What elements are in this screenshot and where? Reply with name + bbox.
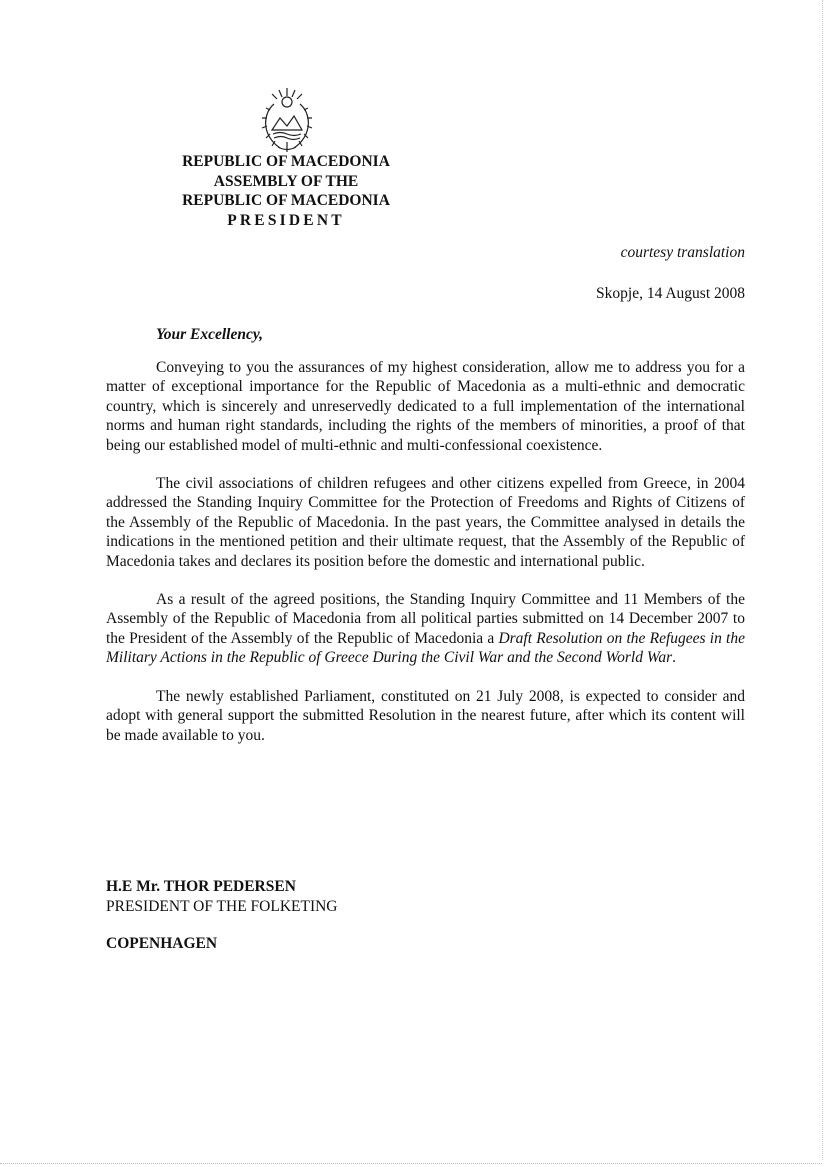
salutation: Your Excellency, <box>156 326 264 343</box>
resolution-title: Draft Resolution on the Refugees in the Military Actions in the Republic of Greece During the Civil War and the Second World War <box>106 629 745 667</box>
scan-edge-right <box>821 0 823 1160</box>
paragraph-1: Conveying to you the assurances of my highest consideration, allow me to address you for a matter of exceptional importance for the Republic of Macedonia as a multi-ethnic and democratic country, which is sincerely and unreservedly dedicated to a full implementation of the international norms and human right standards, including the rights of the members of minorities, a proof of that being our established model of multi-ethnic and multi-confessional coexistence. <box>106 359 745 454</box>
letter-body <box>106 358 745 764</box>
letterhead-institution-line1: ASSEMBLY OF THE <box>213 172 359 190</box>
addressee-name: H.E Mr. THOR PEDERSEN <box>106 878 296 895</box>
coat-of-arms-icon <box>256 86 318 154</box>
dateline: Skopje, 14 August 2008 <box>596 285 745 302</box>
addressee-city: COPENHAGEN <box>106 935 218 952</box>
letterhead-institution-line2: REPUBLIC OF MACEDONIA <box>182 192 390 209</box>
scan-edge-bottom <box>0 1162 822 1164</box>
letterhead <box>150 152 422 230</box>
courtesy-note: courtesy translation <box>620 244 745 261</box>
paragraph-3 <box>106 590 745 668</box>
paragraph-4: The newly established Parliament, constituted on 21 July 2008, is expected to consider and adopt with general support the submitted Resolution in the nearest future, after which its content will be made available to you. <box>106 687 745 744</box>
letterhead-office: PRESIDENT <box>227 211 345 229</box>
paragraph-3-end: . <box>672 649 676 667</box>
addressee-title: PRESIDENT OF THE FOLKETING <box>106 898 338 915</box>
addressee-block <box>106 877 338 917</box>
paragraph-2: The civil associations of children refugees and other citizens expelled from Greece, in 2004 addressed the Standing Inquiry Committee for the Protection of Freedoms and Rights of Citizens of the Assembly of the Republic of Macedonia. In the past years, the Committee analysed in details the indications in the mentioned petition and their ultimate request, that the Assembly of the Republic of Macedonia takes and declares its position before the domestic and international public. <box>106 475 745 570</box>
letterhead-country: REPUBLIC OF MACEDONIA <box>182 153 390 170</box>
paragraph-3-text: As a result of the agreed positions, the Standing Inquiry Committee and 11 Members of the Assembly of the Republic of Macedonia from all political parties submitted on 14 December 2007 to the President of the Assembly of the Republic of Macedonia a <box>106 591 745 647</box>
